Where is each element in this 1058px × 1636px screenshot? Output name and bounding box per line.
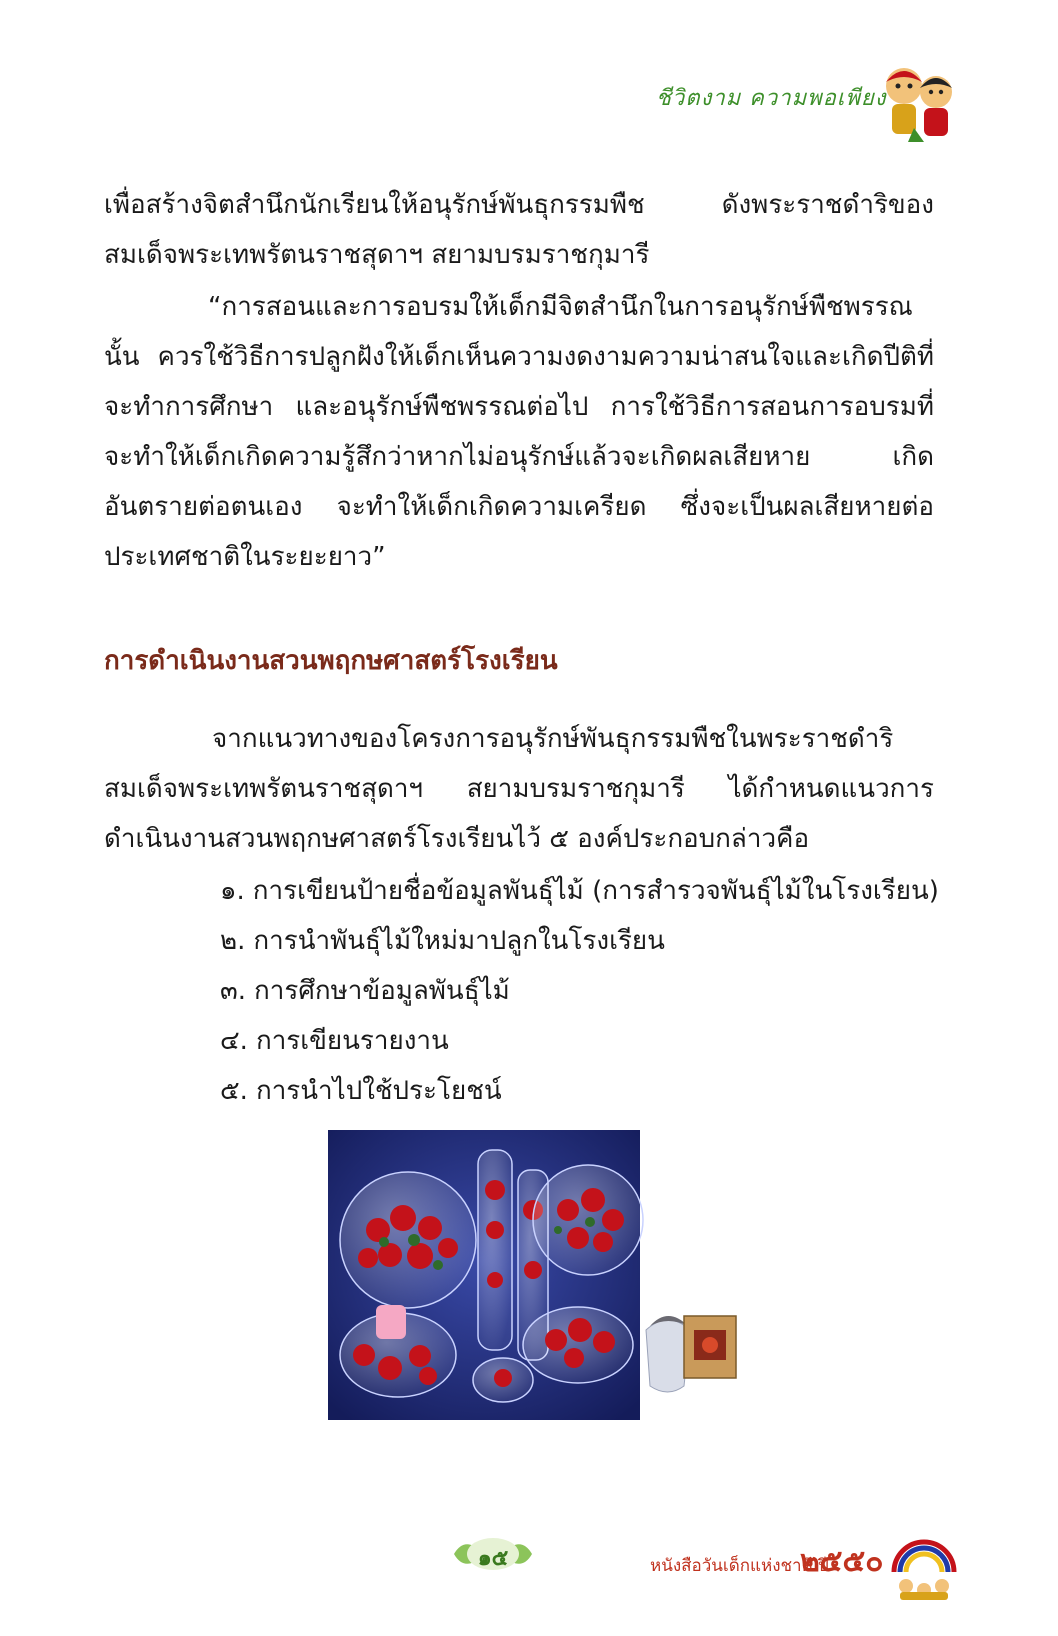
list-item-number: ๑. — [220, 876, 245, 906]
children-mascot-icon — [878, 58, 962, 148]
footer-book-title: หนังสือวันเด็กแห่งชาติ ปี — [650, 1556, 829, 1576]
quote-paragraph: “การสอนและการอบรมให้เด็กมีจิตสำนึกในการอนุรักษ์พืชพรรณนั้น ควรใช้วิธีการปลูกฝังให้เด็กเห็นความงดงามความน่าสนใจและเกิดปีติที่จะทำการศึกษา และอนุรักษ์พืชพรรณต่อไป การใช้วิธีการสอนการอบรมที่จะทำให้เด็กเกิดความรู้สึกว่าหากไม่อนุรักษ์แล้วจะเกิดผลเสียหาย เกิดอันตรายต่อตนเอง จะทำให้เด็กเกิดความเครียด ซึ่งจะเป็นผลเสียหายต่อประเทศชาติในระยะยาว” — [104, 292, 934, 572]
list-item-number: ๓. — [220, 976, 247, 1006]
page-number: ๑๕ — [477, 1546, 509, 1571]
list-item-number: ๕. — [220, 1076, 248, 1106]
footer-year: ๒๕๕๐ — [800, 1544, 884, 1579]
list-item — [220, 866, 939, 916]
list-item-text: การศึกษาข้อมูลพันธุ์ไม้ — [254, 976, 510, 1006]
list-item-text: การนำไปใช้ประโยชน์ — [255, 1076, 502, 1106]
intro-paragraph: เพื่อสร้างจิตสำนึกนักเรียนให้อนุรักษ์พันธุกรรมพืช ดังพระราชดำริของสมเด็จพระเทพรัตนราชสุดาฯ สยามบรมราชกุมารี — [104, 190, 934, 270]
list-item — [220, 1016, 939, 1066]
section-paragraph: จากแนวทางของโครงการอนุรักษ์พันธุกรรมพืชในพระราชดำริสมเด็จพระเทพรัตนราชสุดาฯ สยามบรมราชกุมารี ได้กำหนดแนวการดำเนินงานสวนพฤกษศาสตร์โรงเรียนไว้ ๕ องค์ประกอบกล่าวคือ — [104, 724, 934, 854]
list-item — [220, 916, 939, 966]
list-item-text: การนำพันธุ์ไม้ใหม่มาปลูกในโรงเรียน — [253, 926, 665, 956]
list-item — [220, 966, 939, 1016]
section-heading: การดำเนินงานสวนพฤกษศาสตร์โรงเรียน — [104, 646, 558, 676]
list-item-text: การเขียนรายงาน — [255, 1026, 449, 1056]
header-title: ชีวิตงาม ความพอเพียง — [656, 86, 887, 111]
list-item-number: ๒. — [220, 926, 246, 956]
childrens-day-emblem-icon — [884, 1512, 964, 1602]
preserved-roses-in-glass-photo — [328, 1130, 748, 1420]
component-list — [220, 866, 939, 1116]
list-item-text: การเขียนป้ายชื่อข้อมูลพันธุ์ไม้ (การสำรวจพันธุ์ไม้ในโรงเรียน) — [252, 876, 939, 906]
list-item — [220, 1066, 939, 1116]
list-item-number: ๔. — [220, 1026, 248, 1056]
